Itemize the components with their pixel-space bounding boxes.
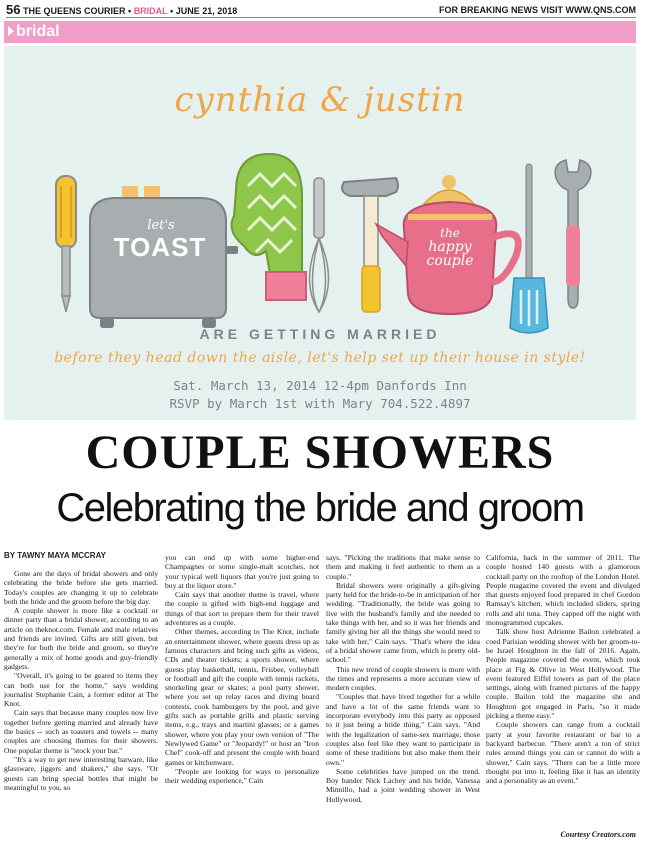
- paragraph: California, back in the summer of 2011. The couple hosted 140 guests with a glamorous cocktail party on the rooftop of the London Hotel. People magazine covered the event and divulged that guests enjoyed food prepared in chef Gordon Ramsay's kitchen, which included sliders, spring rolls and ahi tuna. They capped off the night with monogrammed cupcakes.: [486, 553, 640, 628]
- paragraph: This new trend of couple showers is more with the times and represents a more accurate view of modern couples.: [326, 664, 480, 693]
- paragraph: says. "Picking the traditions that make sense to them and making it feel authentic to them as a couple.": [326, 553, 480, 581]
- page-number: 56: [6, 2, 21, 17]
- paragraph: Gone are the days of bridal showers and only celebrating the bride before she gets married. Today's couples are changing it up to celebrate both the bride and the groom before the big day.: [4, 569, 158, 606]
- wrench-icon: [555, 160, 591, 308]
- paragraph: "Couples that have lived together for a while and have a lot of the same friends want to incorporate everybody into this party as opposed to it just being a bride thing," Cain says. "And with the legalization of same-sex marriage, those couples also feel like they want to participate in some of these traditions but also make them their own.": [326, 692, 480, 767]
- section-bar: [4, 21, 636, 43]
- toaster-big-text: TOAST: [113, 232, 207, 262]
- article-column-3: [326, 553, 480, 839]
- paragraph: "Overall, it's going to be geared to items they can both use for the home," says wedding journalist Stephanie Cain, a former editor at The Knot.: [4, 671, 158, 709]
- teapot-text: the happy couple: [426, 226, 474, 269]
- paragraph: Some celebrities have jumped on the trend. Boy bander Nick Lachey and his bride, Vanessa Minnillo, had a joint wedding shower in West Hollywood,: [326, 766, 480, 804]
- toaster-small-text: let's: [147, 218, 175, 233]
- getting-married-text: ARE GETTING MARRIED: [199, 326, 441, 342]
- photo-credit: Courtesy Creators.com: [560, 830, 636, 839]
- invitation-tagline: before they head down the aisle, let's help set up their house in style!: [54, 350, 586, 366]
- website-promo: FOR BREAKING NEWS VISIT WWW.QNS.COM: [439, 5, 636, 15]
- event-details: Sat. March 13, 2014 12-4pm Danfords Inn: [173, 378, 467, 393]
- arrow-icon: [8, 26, 14, 36]
- issue-date: JUNE 21, 2018: [175, 6, 238, 16]
- section-name: BRIDAL: [133, 6, 168, 16]
- page-header: 56 THE QUEENS COURIER • BRIDAL • JUNE 21, 2018 FOR BREAKING NEWS VISIT WWW.QNS.COM: [6, 2, 636, 17]
- shower-invitation: [4, 46, 636, 420]
- paragraph: "It's a way to get new interesting barware, like glassware, jiggers and shakers," she says. "Or guests can bring special bottles that might be meaningful to you, so: [4, 754, 158, 792]
- paragraph: you can end up with some higher-end Champagnes or some single-malt scotches, not your typical well liquors that you're just going to buy at the liquor store.": [165, 553, 319, 590]
- article-column-4: [486, 553, 640, 825]
- paragraph: A couple shower is more like a cocktail or dinner party than a bridal shower, according to an article on theknot.com. Female and male relatives and friends are invited. Gifts are still given, but they're for both the bride and groom, so they're generally a mix of home goods and guy-friendly gadgets.: [4, 606, 158, 671]
- whisk-icon: [310, 178, 329, 312]
- byline: BY TAWNY MAYA MCCRAY: [4, 551, 106, 560]
- paragraph: Couple showers can range from a cocktail party at your favorite restaurant or bar to a backyard barbecue. "There aren't a ton of strict rules around things you can or cannot do with a shower," Cain says. "There can be a little more thought put into it, feeling like it has an identity and a personality as an event.": [486, 720, 640, 786]
- publication-name: THE QUEENS COURIER: [22, 6, 126, 16]
- paragraph: Cain says that because many couples now live together before getting married and already have the basics -- such as toasters and towels -- many couples are choosing themes for their showers. One popular theme is "stock your bar.": [4, 708, 158, 755]
- article-subheadline: Celebrating the bride and groom: [56, 486, 584, 530]
- paragraph: Other themes, according to The Knot, include an entertainment shower, where guests dress up as famous characters and bring such gifts as videos, CDs and theater tickets; a sports shower, where guests play basketball, tennis, Frisbee, volleyball or football and gift the couple with tennis rackets, snorkeling gear or skates; a pool party shower, where you set up relay races and diving board contests, cook hamburgers by the pool, and give gifts such as portable grills and plastic serving items, e.g., trays and martini glasses; or a games shower, where you play your own version of "The Newlywed Game" or "Jeopardy!" or host an "Iron Chef" cook-off and present the couple with board games or kitchenware.: [165, 627, 319, 767]
- paragraph: "People are looking for ways to personalize their wedding experience," Cain: [165, 766, 319, 786]
- paragraph: Bridal showers were originally a gift-giving party held for the bride-to-be in anticipation of her wedding. "Traditionally, the bride was going to live with the husband's family and she needed to take things with her, and so it was her friends and family giving her all the things she would need to take with her," Cain says. "That's where the idea of a bridal shower came from, which is pretty old-school.": [326, 580, 480, 665]
- article-column-2: [165, 553, 319, 839]
- article-headline: COUPLE SHOWERS: [85, 426, 555, 479]
- paragraph: Talk show host Adrienne Bailon celebrated a coed Parisian wedding shower with her groom-to-be Israel Houghton in the fall of 2016. Again, People magazine covered the event, which took place at Fig & Olive in West Hollywood. The event featured Eiffel towers as part of the place settings, along with framed pictures of the happy couple. Bailon told the magazine she and Houghton got engaged in Paris, "so it made picking a theme easy.": [486, 627, 640, 721]
- paragraph: Cain says that another theme is travel, where the couple is gifted with high-end luggage and things of that sort to prepare them for their travel adventures as a couple.: [165, 590, 319, 628]
- oven-mitt-icon: [232, 154, 306, 300]
- article-column-1: [4, 569, 158, 839]
- couple-names: cynthia & justin: [174, 80, 466, 120]
- section-label: bridal: [16, 23, 60, 40]
- screwdriver-icon: [56, 176, 76, 312]
- rsvp-details: RSVP by March 1st with Mary 704.522.4897: [169, 396, 471, 411]
